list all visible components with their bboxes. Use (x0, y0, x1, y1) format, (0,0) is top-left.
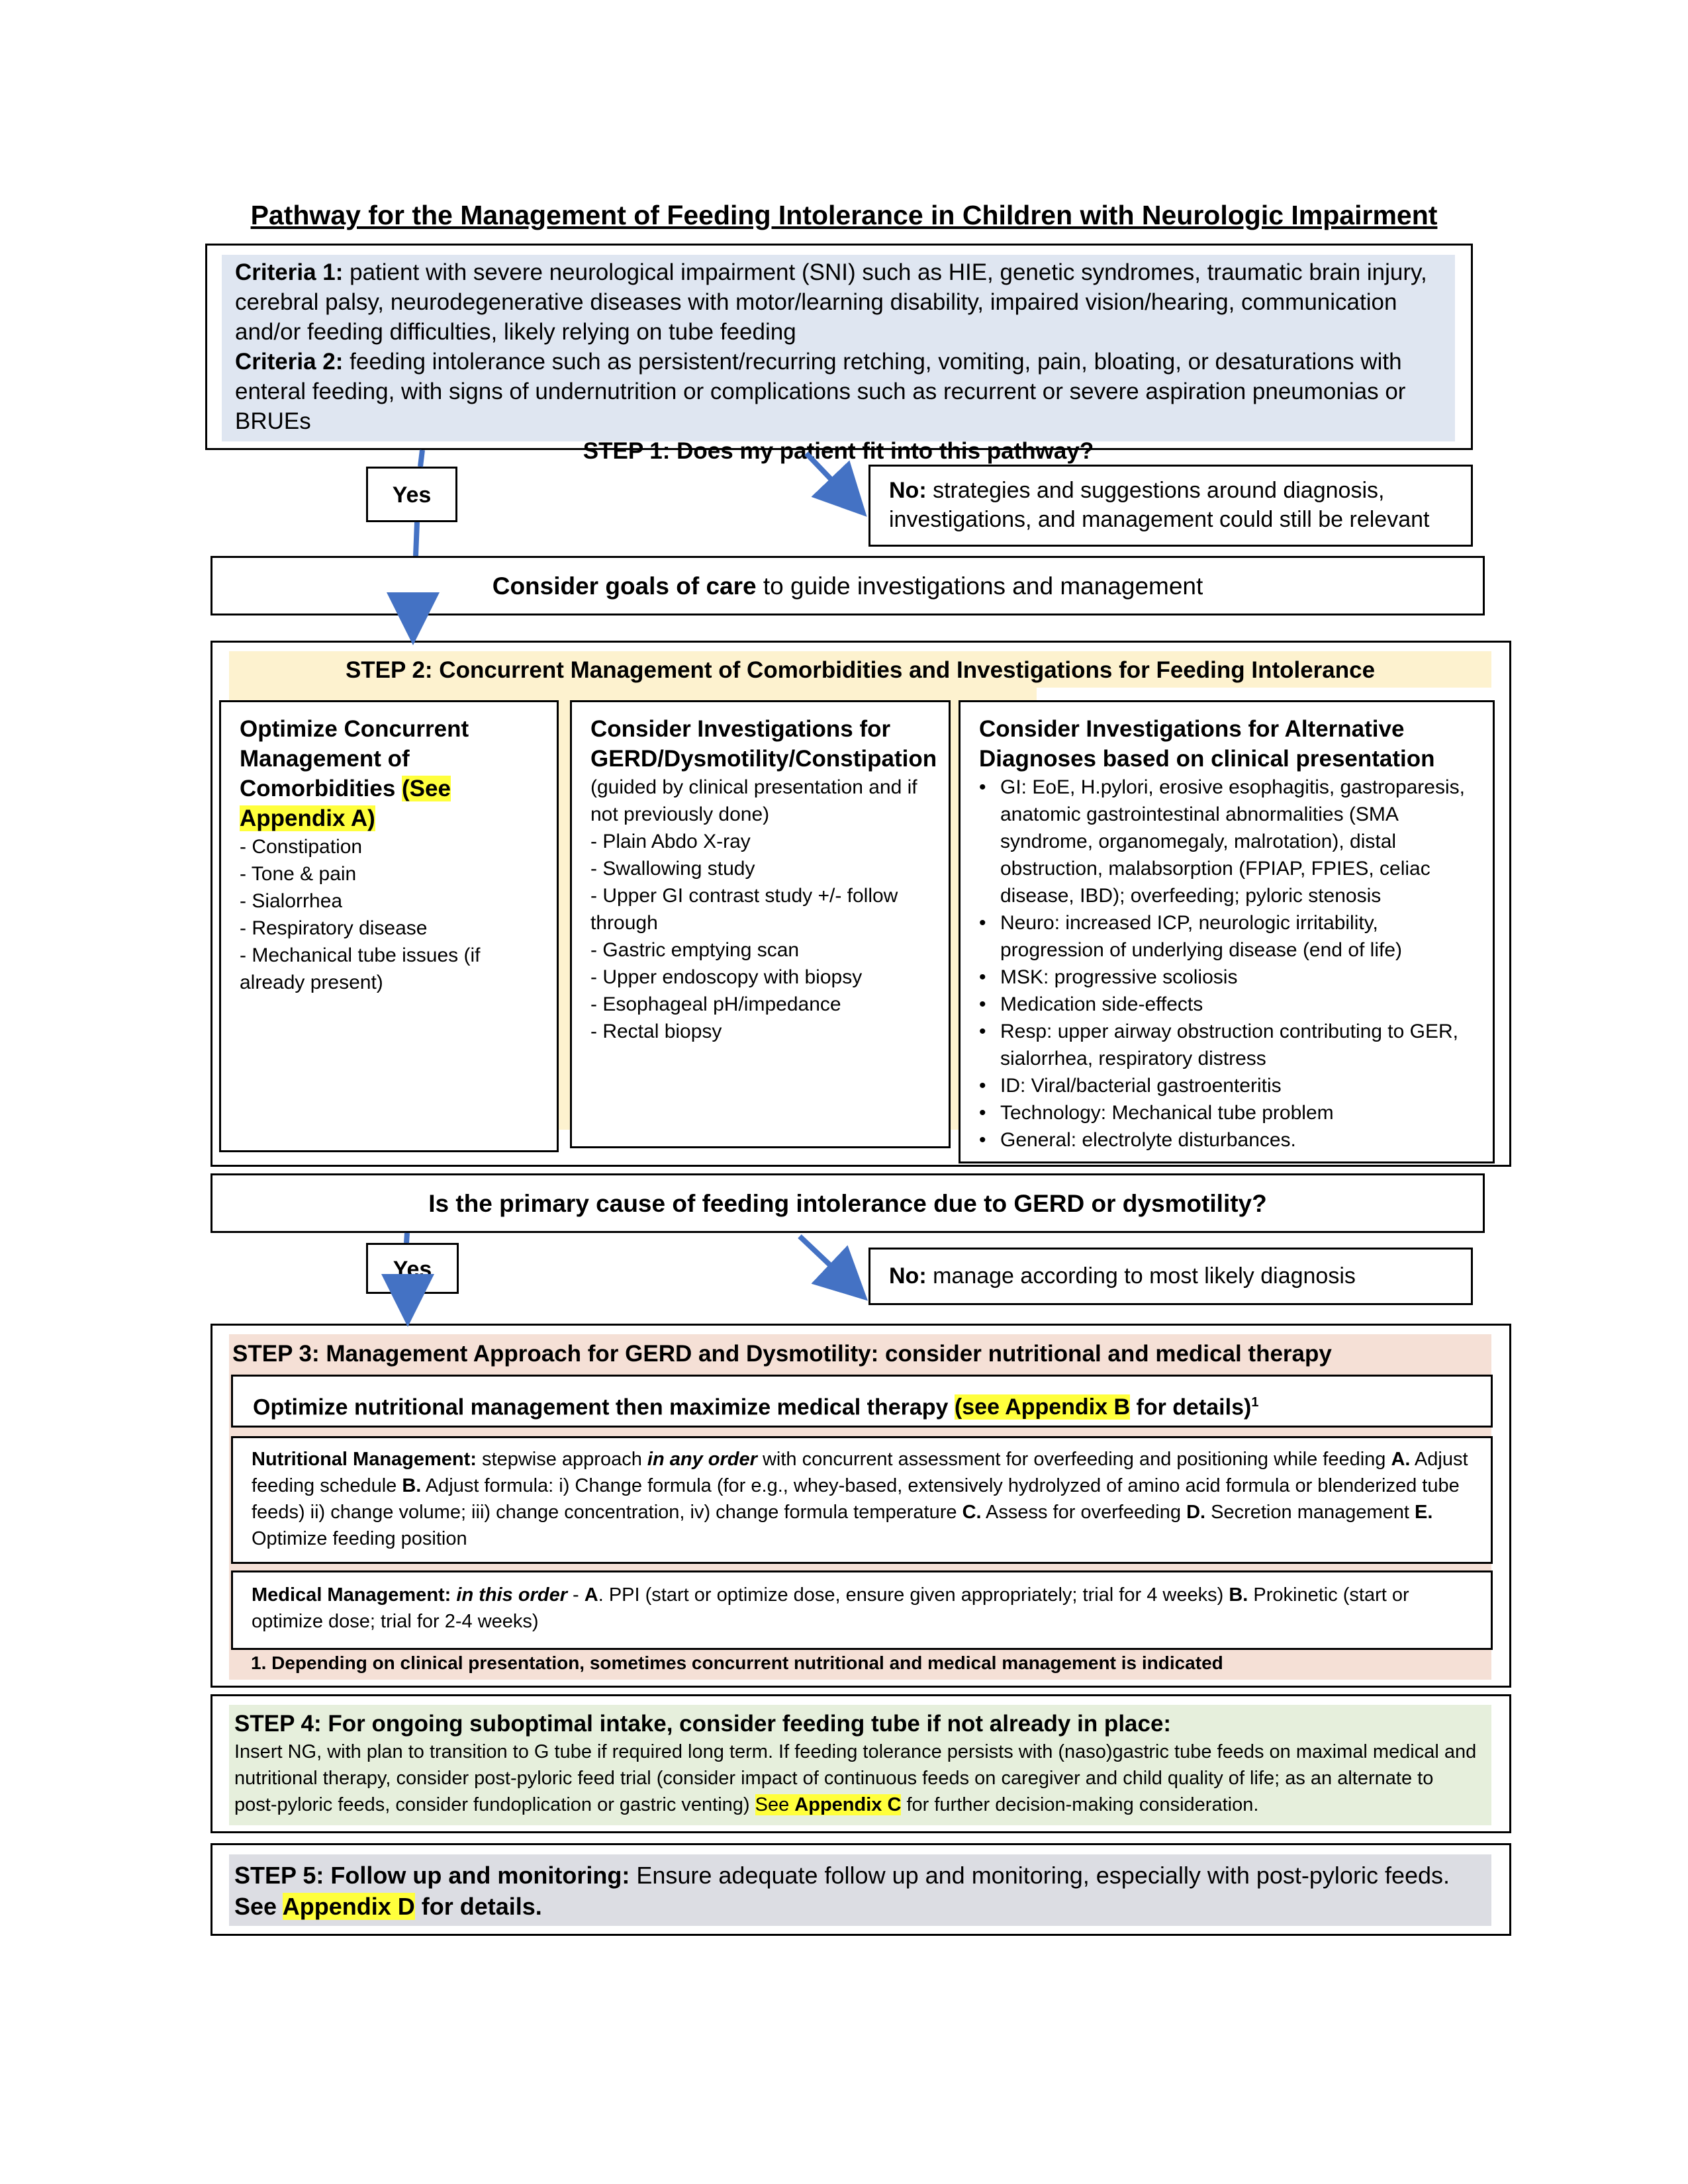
gerd-yes-box: Yes (366, 1243, 459, 1294)
list-item: - Esophageal pH/impedance (590, 993, 841, 1015)
gerd-investigations-subtext: (guided by clinical presentation and if not previously done) (590, 776, 917, 825)
arrow-step1-no (806, 453, 849, 498)
step3-footnote: 1. Depending on clinical presentation, sometimes concurrent nutritional and medical management is indicated (251, 1653, 1223, 1673)
gerd-investigations-heading: Consider Investigations for GERD/Dysmotility/Constipation (590, 716, 937, 772)
gerd-question-box: Is the primary cause of feeding intolerance due to GERD or dysmotility? (211, 1173, 1485, 1233)
appendix-c-link[interactable]: Appendix C (794, 1794, 902, 1815)
arrow-gerd-no (800, 1236, 849, 1283)
list-item: - Upper endoscopy with biopsy (590, 966, 863, 988)
comorbidities-heading: Optimize Concurrent Management of Comorbidities (See Appendix A) (240, 716, 469, 831)
list-item: • GI: EoE, H.pylori, erosive esophagitis, gastroparesis, anatomic gastrointestinal abnormalities (SMA syndrome, organomegaly, malrotation), distal obstruction, malabsorption (FPIAP, FPIES, celiac disease, IBD); overfeeding; pyloric stenosis (979, 774, 1474, 909)
page-title: Pathway for the Management of Feeding Intolerance in Children with Neurologic Impairment (250, 200, 1438, 230)
criteria-2: Criteria 2: feeding intolerance such as persistent/recurring retching, vomiting, pain, bloating, or desaturations with enteral feeding, with signs of undernutrition or complications such as recurrent or severe aspiration pneumonias or BRUEs (235, 349, 1406, 434)
step1-no-box: No: strategies and suggestions around diagnosis, investigations, and management could still be relevant (868, 465, 1473, 547)
step1-yes-box: Yes (366, 467, 457, 522)
appendix-b-link[interactable]: (see Appendix B (954, 1394, 1131, 1420)
step2-title: STEP 2: Concurrent Management of Comorbidities and Investigations for Feeding Intolerance (229, 651, 1491, 688)
optimize-box: Optimize nutritional management then maximize medical therapy (see Appendix B for details)$^1$ (231, 1375, 1493, 1428)
appendix-a-link[interactable]: (See Appendix A) (240, 776, 451, 831)
arrow-gerd-yes-top (406, 1233, 407, 1243)
list-item: - Tone & pain (240, 863, 357, 885)
list-item: - Mechanical tube issues (if already present) (240, 944, 481, 993)
list-item: • MSK: progressive scoliosis (979, 964, 1474, 991)
list-item: • Technology: Mechanical tube problem (979, 1099, 1474, 1126)
arrow-step1-yes-top (420, 450, 422, 467)
arrow-step1-yes-bottom (416, 522, 417, 556)
gerd-no-box: No: manage according to most likely diagnosis (868, 1248, 1473, 1305)
step1-question: STEP 1: Does my patient fit into this pathway? (583, 438, 1094, 464)
step4-text: Insert NG, with plan to transition to G tube if required long term. If feeding tolerance persists with (naso)gastric tube feeds on maximal medical and nutritional therapy, consider post-pyloric feed trial (consider impact of continuous feeds on caregiver and child quality of life; as an alternate to post-pyloric feeds, consider fundoplication or gastric venting) See Appendix C for further decision-making consideration. (234, 1741, 1477, 1815)
list-item: • Resp: upper airway obstruction contributing to GER, sialorrhea, respiratory distress (979, 1018, 1474, 1072)
alternative-diagnoses-heading: Consider Investigations for Alternative Diagnoses based on clinical presentation (979, 716, 1435, 772)
list-item: • ID: Viral/bacterial gastroenteritis (979, 1072, 1474, 1099)
list-item: - Gastric emptying scan (590, 939, 800, 961)
appendix-d-link[interactable]: Appendix D (282, 1893, 415, 1920)
list-item: - Swallowing study (590, 858, 755, 880)
list-item: • Medication side-effects (979, 991, 1474, 1018)
list-item: - Rectal biopsy (590, 1021, 722, 1042)
medical-management-box: Medical Management: in this order - A. PPI (start or optimize dose, ensure given appropriately; trial for 4 weeks) B. Prokinetic (start or optimize dose; trial for 2-4 weeks) (231, 1570, 1493, 1650)
list-item: - Upper GI contrast study +/- follow through (590, 885, 898, 934)
goals-of-care-box: Consider goals of care to guide investigations and management (211, 556, 1485, 615)
list-item: - Respiratory disease (240, 917, 428, 939)
list-item: • General: electrolyte disturbances. (979, 1126, 1474, 1154)
list-item: - Plain Abdo X-ray (590, 831, 751, 852)
step3-title: STEP 3: Management Approach for GERD and Dysmotility: consider nutritional and medical therapy (232, 1341, 1332, 1367)
nutritional-management-box: Nutritional Management: stepwise approach in any order with concurrent assessment for overfeeding and positioning while feeding A. Adjust feeding schedule B. Adjust formula: i) Change formula (for e.g., whey-based, extensively hydrolyzed of amino acid formula or blenderized tube feeds) ii) change volume; iii) change concentration, iv) change formula temperature C. Assess for overfeeding D. Secretion management E. Optimize feeding position (231, 1436, 1493, 1564)
criteria-1: Criteria 1: patient with severe neurological impairment (SNI) such as HIE, genetic syndromes, traumatic brain injury, cerebral palsy, neurodegenerative diseases with motor/learning disability, impaired vision/hearing, communication and/or feeding difficulties, likely relying on tube feeding (235, 259, 1427, 345)
step5-panel: STEP 5: Follow up and monitoring: Ensure adequate follow up and monitoring, especially with post-pyloric feeds. See Appendix D for details. (229, 1854, 1491, 1926)
step4-title: STEP 4: For ongoing suboptimal intake, consider feeding tube if not already in place: (234, 1711, 1172, 1737)
list-item: - Sialorrhea (240, 890, 343, 912)
list-item: - Constipation (240, 836, 363, 858)
list-item: • Neuro: increased ICP, neurologic irritability, progression of underlying disease (end of life) (979, 909, 1474, 964)
